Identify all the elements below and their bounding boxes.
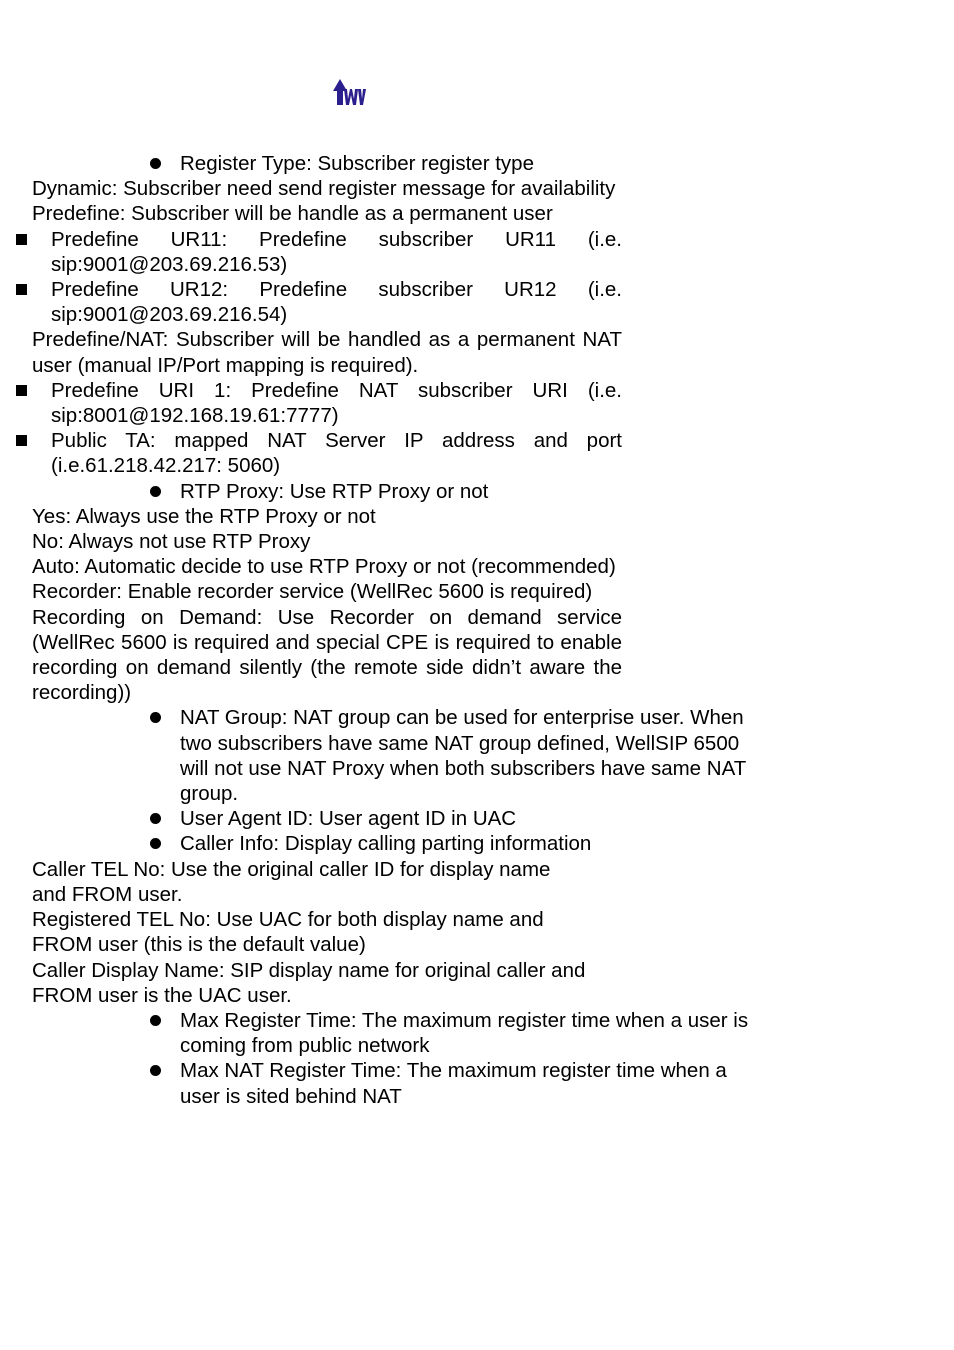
caller-info-registered-tel	[32, 907, 622, 957]
max-nat-register-time-line-1: Max NAT Register Time: The maximum register time when a	[180, 1059, 727, 1083]
max-register-time-line-2: coming from public network	[180, 1034, 430, 1058]
bullet-dot-icon	[150, 486, 161, 497]
bullet-dot-icon	[150, 158, 161, 169]
square-bullet-icon	[16, 284, 27, 295]
register-type-predefine: Predefine: Subscriber will be handle as a permanent user	[32, 202, 553, 226]
wellsip-logo-icon	[331, 77, 367, 107]
bullet-user-agent-id	[180, 806, 802, 831]
nat-group-line-3: will not use NAT Proxy when both subscribers have same NAT	[180, 756, 747, 780]
register-type-dynamic: Dynamic: Subscriber need send register message for availability	[32, 177, 616, 201]
bullet-dot-icon	[150, 813, 161, 824]
bullet-rtp-proxy	[180, 479, 802, 504]
bullet-max-nat-register-time	[180, 1058, 802, 1108]
bullet-dot-icon	[150, 712, 161, 723]
bullet-dot-icon	[150, 1065, 161, 1076]
max-register-time-line-1: Max Register Time: The maximum register time when a user is	[180, 1008, 749, 1032]
nat-group-line-2: two subscribers have same NAT group defined, WellSIP 6500	[180, 731, 740, 755]
register-type-title: Register Type: Subscriber register type	[180, 152, 534, 175]
rtp-proxy-yes: Yes: Always use the RTP Proxy or not	[32, 504, 376, 528]
bullet-dot-icon	[150, 838, 161, 849]
caller-display-line-2: FROM user is the UAC user.	[32, 983, 292, 1007]
rtp-proxy-title: RTP Proxy: Use RTP Proxy or not	[180, 479, 489, 503]
caller-info-caller-display-name	[32, 958, 622, 1008]
registered-tel-line-2: FROM user (this is the default value)	[32, 933, 366, 957]
registered-tel-line-1: Registered TEL No: Use UAC for both display name and	[32, 908, 544, 932]
bullet-register-type	[180, 151, 802, 176]
caller-info-caller-tel	[32, 857, 622, 907]
nat-group-line-1: NAT Group: NAT group can be used for enterprise user. When	[180, 706, 744, 730]
square-bullet-icon	[16, 234, 27, 245]
user-agent-id-title: User Agent ID: User agent ID in UAC	[180, 807, 517, 831]
caller-info-title: Caller Info: Display calling parting information	[180, 832, 592, 856]
uri1-text: Predefine URI 1: Predefine NAT subscriber URI (i.e. sip:8001@192.168.19.61:7777)	[51, 378, 622, 428]
square-bullet-icon	[16, 385, 27, 396]
caller-tel-line-2: and FROM user.	[32, 882, 183, 906]
bullet-caller-info	[180, 831, 802, 856]
public-ta-text: Public TA: mapped NAT Server IP address and port (i.e.61.218.42.217: 5060)	[51, 429, 622, 478]
register-type-predefine-nat: Predefine/NAT: Subscriber will be handled as a permanent NAT user (manual IP/Port mapping is required).	[32, 328, 622, 377]
document-body	[0, 151, 954, 1109]
nat-group-line-4: group.	[180, 782, 239, 806]
rtp-proxy-recorder: Recorder: Enable recorder service (WellRec 5600 is required)	[32, 580, 593, 604]
ur12-text: Predefine UR12: Predefine subscriber UR12 (i.e. sip:9001@203.69.216.54)	[51, 278, 622, 327]
sub-bullet-uri1	[51, 378, 622, 428]
ur11-text: Predefine UR11: Predefine subscriber UR11 (i.e. sip:9001@203.69.216.53)	[51, 227, 622, 276]
bullet-max-register-time	[180, 1008, 802, 1058]
bullet-nat-group	[180, 705, 802, 806]
caller-tel-line-1: Caller TEL No: Use the original caller ID for display name	[32, 857, 551, 881]
square-bullet-icon	[16, 435, 27, 446]
bullet-dot-icon	[150, 1015, 161, 1026]
sub-bullet-ur11	[51, 227, 622, 277]
rtp-proxy-no: No: Always not use RTP Proxy	[32, 530, 311, 554]
rtp-proxy-recording-on-demand: Recording on Demand: Use Recorder on demand service (WellRec 5600 is required and special CPE is required to enable recording on demand silently (the remote side didn’t aware the recording))	[32, 605, 622, 705]
max-nat-register-time-line-2: user is sited behind NAT	[180, 1084, 402, 1108]
sub-bullet-public-ta	[51, 428, 622, 478]
caller-display-line-1: Caller Display Name: SIP display name for original caller and	[32, 958, 586, 982]
rtp-proxy-auto: Auto: Automatic decide to use RTP Proxy or not (recommended)	[32, 555, 616, 579]
sub-bullet-ur12	[51, 277, 622, 327]
